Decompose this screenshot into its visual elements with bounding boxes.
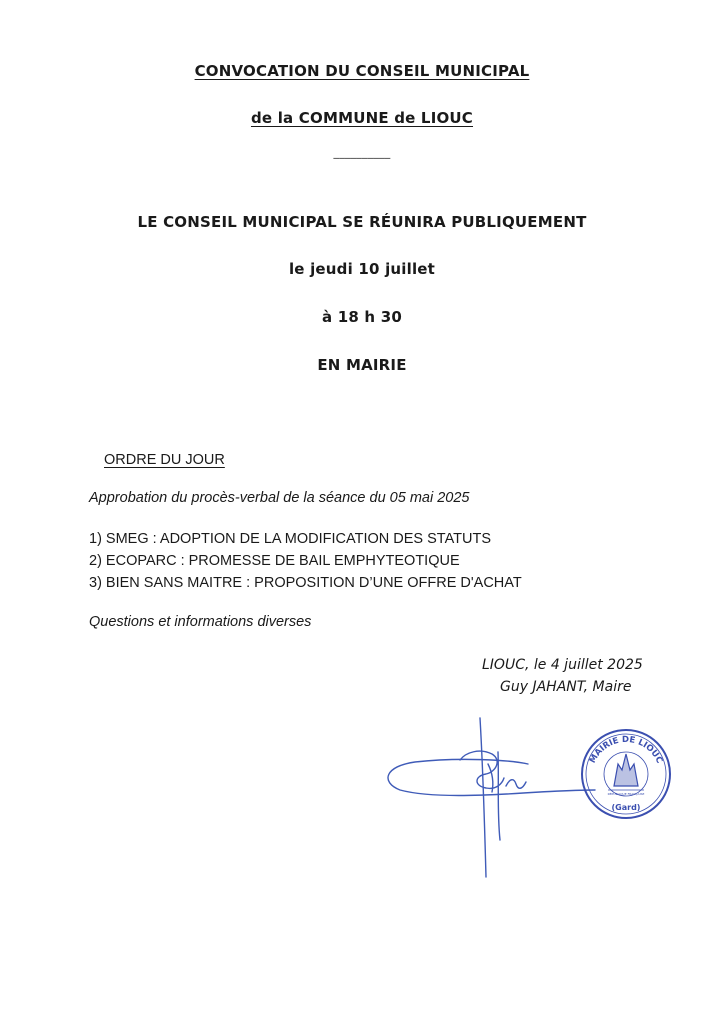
agenda-item: 1) SMEG : ADOPTION DE LA MODIFICATION DES STATUTS: [89, 531, 492, 547]
agenda-misc: Questions et informations diverses: [89, 614, 312, 630]
mairie-stamp: [578, 724, 674, 824]
agenda-approval: Approbation du procès-verbal de la séance du 05 mai 2025: [89, 490, 470, 506]
stamp-top-text: MAIRIE DE LIOUC: [587, 734, 665, 766]
stamp-subtext: RÉPUBLIQUE FRANÇAISE: [607, 792, 645, 796]
place-date: LIOUC, le 4 juillet 2025: [482, 657, 643, 673]
meeting-place: EN MAIRIE: [317, 356, 407, 374]
signatory-name: Guy JAHANT, Maire: [500, 679, 632, 695]
meeting-time: à 18 h 30: [321, 308, 402, 326]
separator-line: __________: [333, 146, 391, 159]
agenda-item: 3) BIEN SANS MAITRE : PROPOSITION D’UNE OFFRE D'ACHAT: [89, 575, 522, 591]
handwritten-signature: [370, 712, 600, 882]
meeting-date: le jeudi 10 juillet: [288, 260, 436, 278]
agenda-item: 2) ECOPARC : PROMESSE DE BAIL EMPHYTEOTIQUE: [89, 553, 460, 569]
meeting-announcement: LE CONSEIL MUNICIPAL SE RÉUNIRA PUBLIQUEMENT: [137, 213, 587, 231]
agenda-heading: ORDRE DU JOUR: [104, 452, 225, 468]
commune-name: de la COMMUNE de LIOUC: [250, 109, 474, 127]
document-title: CONVOCATION DU CONSEIL MUNICIPAL: [194, 62, 530, 80]
stamp-bottom-text: (Gard): [611, 803, 641, 812]
